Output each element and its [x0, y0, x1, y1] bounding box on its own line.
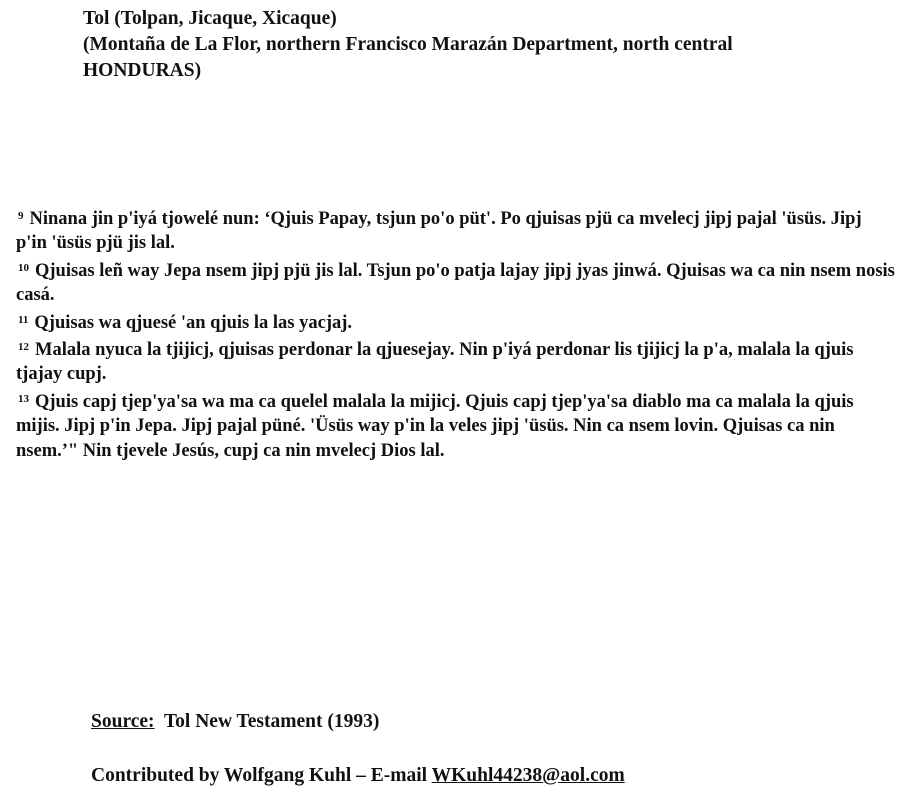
language-location: (Montaña de La Flor, northern Francisco Marazán Department, north central: [83, 34, 733, 55]
verse-text: Qjuisas wa qjuesé 'an qjuis la las yacjaj.: [34, 312, 353, 333]
verse-text: Qjuisas leñ way Jepa nsem jipj pjü jis lal. Tsjun po'o patja lajay jipj jyas jinwá. Qjuisas wa ca nin nsem nosis casá.: [16, 260, 895, 306]
contributor-text: Contributed by Wolfgang Kuhl – E-mail: [91, 765, 428, 786]
email-link[interactable]: WKuhl44238@aol.com: [431, 765, 625, 786]
language-title: Tol (Tolpan, Jicaque, Xicaque): [83, 8, 337, 29]
source-label: Source:: [91, 711, 155, 732]
contributor-line: [91, 765, 851, 787]
verse-9: [16, 204, 896, 256]
verse-number: 11: [18, 313, 29, 326]
source-line: [91, 711, 851, 733]
verse-11: [16, 308, 896, 335]
verse-number: 12: [18, 341, 29, 354]
verse-number: 9: [18, 210, 24, 222]
source-value: Tol New Testament (1993): [163, 711, 380, 732]
verse-12: [16, 335, 896, 387]
verse-text: Malala nyuca la tjijicj, qjuisas perdonar la qjuesejay. Nin p'iyá perdonar lis tjijicj la p'a, malala la qjuis tjajay cupj.: [16, 340, 854, 385]
verse-10: [16, 256, 896, 308]
verse-text: Ninana jin p'iyá tjowelé nun: ‘Qjuis Papay, tsjun po'o püt'. Po qjuisas pjü ca mvelecj jipj pajal 'üsüs. Jipj p'in 'üsüs pjü jis lal.: [16, 209, 862, 254]
verse-text: Qjuis capj tjep'ya'sa wa ma ca quelel malala la mijicj. Qjuis capj tjep'ya'sa diablo ma ca malala la qjuis mijis. Jipj p'in Jepa. Jipj pajal püné. 'Üsüs way p'in la veles jipj 'üsüs. Nin ca nsem lovin. Qjuisas ca nin nsem.’" Nin tjevele Jesús, cupj ca nin mvelecj Dios lal.: [16, 391, 854, 461]
scripture-passage: [16, 204, 896, 463]
language-country: HONDURAS): [83, 60, 202, 81]
document-header: [83, 6, 893, 84]
verse-13: [16, 387, 896, 463]
verse-number: 10: [18, 261, 29, 274]
verse-number: 13: [18, 392, 29, 405]
